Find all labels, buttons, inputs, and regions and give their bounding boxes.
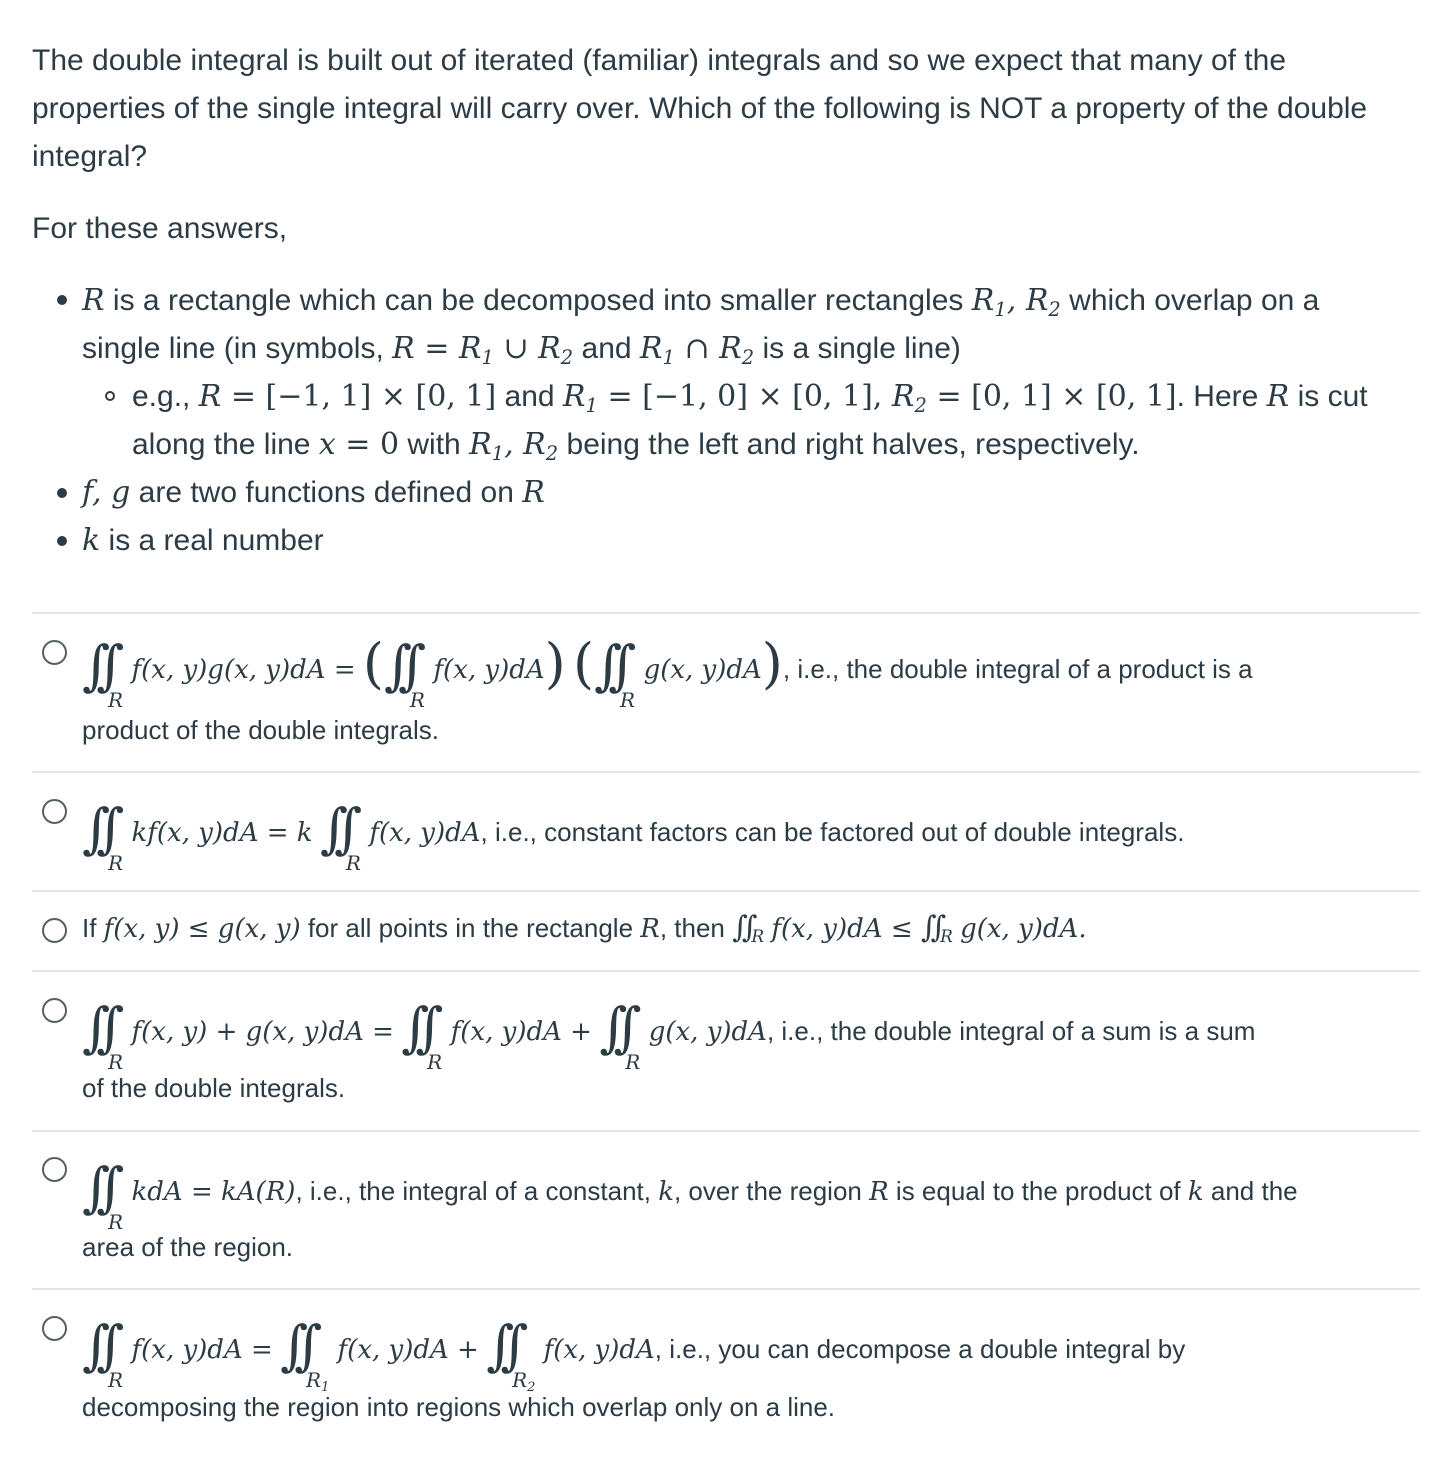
math-union: $R = R_1$ ∪ $R_2$ bbox=[392, 331, 574, 369]
separator bbox=[32, 970, 1420, 972]
separator bbox=[32, 771, 1420, 773]
bullet-1-line-2: single line (in symbols, $R = R_1$ ∪ $R_2$ and $R_1$ ∩ $R_2$ is a single line) bbox=[82, 331, 961, 369]
sub-bullet-circle bbox=[105, 391, 115, 401]
option-1-formula: ∫∫ R f(x, y)g(x, y)dA = (∫∫ R f(x, y)dA) (∫∫ R g(x, y)dA), i.e., the double integral of a product is a bbox=[82, 632, 1253, 712]
math-example-R1-R2: $R_1 = [-1$, 0] × [0, 1], $R_2 = [0$, 1] × [0, 1] bbox=[562, 379, 1177, 417]
separator bbox=[32, 1130, 1420, 1132]
radio-button[interactable] bbox=[42, 640, 67, 665]
option-5-line-2: area of the region. bbox=[82, 1232, 294, 1262]
question-paragraph: The double integral is built out of iterated (familiar) integrals and so we expect that many of the properties of the single integral will carry over. Which of the following is NOT a property of the double integral? bbox=[32, 44, 1368, 173]
math-example-R: R = [−1, 1] × [0, 1] bbox=[198, 379, 497, 414]
radio-button[interactable] bbox=[42, 998, 67, 1023]
option-6-formula: ∫∫ R f(x, y)dA = ∫∫ $R_1$ f(x, y)dA + ∫∫ $R_2$ f(x, y)dA, i.e., you can decompose a double integral by bbox=[82, 1314, 1186, 1395]
radio-button[interactable] bbox=[42, 799, 67, 824]
option-5-formula: ∫∫ R kdA = kA(R), i.e., the integral of a constant, k, over the region R is equal to the product of k and the bbox=[82, 1156, 1298, 1234]
question-intro: For these answers, bbox=[32, 212, 288, 245]
bullet-2: f, g are two functions defined on R bbox=[82, 475, 545, 510]
sub-bullet-line-1: e.g., R = [−1, 1] × [0, 1] and $R_1 = [-1$, 0] × [0, 1], $R_2 = [0$, 1] × [0, 1]. Here R is cut bbox=[132, 379, 1368, 417]
radio-button[interactable] bbox=[42, 1157, 67, 1182]
option-1-line-2: product of the double integrals. bbox=[82, 715, 440, 745]
separator bbox=[32, 1288, 1420, 1290]
separator bbox=[32, 890, 1420, 892]
option-3-formula: If f(x, y) ≤ g(x, y) for all points in the rectangle R, then $\int\int_R$ f(x, $y)dA \le \int\int_R$ g(x, y)dA. bbox=[82, 910, 1087, 947]
option-4-formula: ∫∫ R f(x, y) + g(x, y)dA = ∫∫ R f(x, y)dA + ∫∫ R g(x, y)dA, i.e., the double integral of a sum is a sum bbox=[82, 996, 1256, 1074]
bullet-dot bbox=[57, 295, 67, 305]
bullet-1-line-1: R is a rectangle which can be decomposed into smaller rectangles $R_1$, $R_2$ which overlap on a bbox=[82, 283, 1320, 321]
radio-button[interactable] bbox=[42, 1316, 67, 1341]
separator bbox=[32, 612, 1420, 614]
bullet-3: k is a real number bbox=[82, 523, 324, 558]
option-2-formula: ∫∫ R kf(x, y)dA = k ∫∫ R f(x, y)dA, i.e., constant factors can be factored out of double integrals. bbox=[82, 797, 1185, 875]
option-6-line-2: decomposing the region into regions which overlap only on a line. bbox=[82, 1392, 836, 1422]
radio-button[interactable] bbox=[42, 918, 67, 943]
bullet-dot bbox=[57, 488, 67, 498]
math-intersection: $R_1$ ∩ $R_2$ bbox=[639, 331, 755, 369]
option-4-line-2: of the double integrals. bbox=[82, 1073, 346, 1103]
math-R: R bbox=[82, 283, 105, 318]
bullet-dot bbox=[57, 536, 67, 546]
sub-bullet-line-2: along the line x = 0 with $R_1$, $R_2$ being the left and right halves, respectively. bbox=[132, 427, 1140, 465]
math-R1-R2: $R_1$, $R_2$ bbox=[971, 283, 1061, 321]
